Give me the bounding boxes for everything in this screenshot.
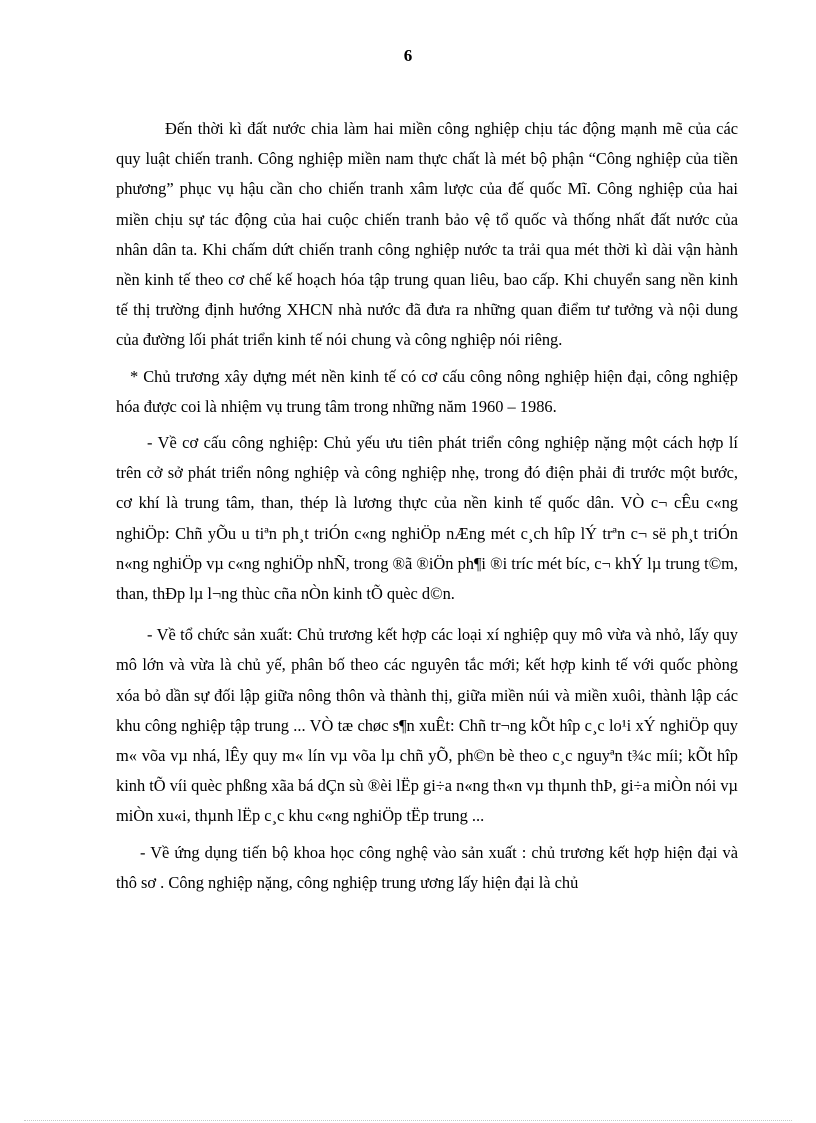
paragraph-technology-application: - Về ứng dụng tiến bộ khoa học công nghệ vào sản xuất : chủ trương kết hợp hiện đại và thô sơ . Công nghiệp nặng, công nghiệp trung ương lấy hiện đại là chủ	[116, 842, 738, 892]
page-bottom-border	[24, 1120, 792, 1121]
paragraph-industrial-structure: - Về cơ cấu công nghiệp: Chủ yếu ưu tiên phát triển công nghiệp nặng một cách hợp lí trên cở sở phát triển nông nghiệp và công nghiệp nhẹ, trong đó điện phải đi trước một bước, cơ khí là trung tâm, than, thép là lương thực của nền kinh tế quốc dân. VÒ c¬ cÊu c«ng nghiÖp: Chñ yÕu u tiªn ph¸t triÓn c«ng nghiÖp nÆng mét c¸ch hîp lÝ trªn c¬ së ph¸t triÓn n«ng nghiÖp vµ c«ng nghiÖp nhÑ, trong ®ã ®iÖn ph¶i ®i tríc mét bíc, c¬ khÝ lµ trung t©m, than, thÐp lµ l¬ng thùc cña nÒn kinh tÕ quèc d©n.	[116, 433, 738, 604]
page-number: 6	[403, 46, 413, 65]
paragraph-intro: Đến thời kì đất nước chia làm hai miền công nghiệp chịu tác động mạnh mẽ của các quy luật chiến tranh. Công nghiệp miền nam thực chất là mét bộ phận “Công nghiệp của tiền phương” phục vụ hậu cần cho chiến tranh xâm lược của đế quốc Mĩ. Công nghiệp của hai miền chịu sự tác động của hai cuộc chiến tranh bảo vệ tổ quốc và thống nhất đất nước của nhân dân ta. Khi chấm dứt chiến tranh công nghiệp nước ta trải qua mét thời kì dài vận hành nền kinh tế theo cơ chế kế hoạch hóa tập trung quan liêu, bao cấp. Khi chuyển sang nền kinh tế thị trường định hướng XHCN nhà nước đã đưa ra những quan điểm tư tưởng và nội dung của đường lối phát triển kinh tế nói chung và công nghiệp nói riêng.	[116, 119, 738, 350]
paragraph-production-organization: - Về tổ chức sản xuất: Chủ trương kết hợp các loại xí nghiệp quy mô vừa và nhỏ, lấy quy mô lớn và vừa là chủ yế, phân bố theo các nguyên tắc mới; kết hợp kinh tế với quốc phòng xóa bỏ dần sự đối lập giữa nông thôn và thành thị, giữa miền núi và miền xuôi, thành lập các khu công nghiệp tập trung ... VÒ tæ chøc s¶n xuÊt: Chñ tr¬ng kÕt hîp c¸c lo¹i xÝ nghiÖp quy m« võa vµ nhá, lÊy quy m« lín vµ võa lµ chñ yÕ, ph©n bè theo c¸c nguyªn t¾c míi; kÕt hîp kinh tÕ víi quèc phßng xãa bá dÇn sù ®èi lËp gi÷a n«ng th«n vµ thµnh thÞ, gi÷a miÒn nói vµ miÒn xu«i, thµnh lËp c¸c khu c«ng nghiÖp tËp trung ...	[116, 625, 738, 826]
document-body	[116, 114, 738, 898]
paragraph-policy: * Chủ trương xây dựng mét nền kinh tế có cơ cấu công nông nghiệp hiện đại, công nghiệp hóa được coi là nhiệm vụ trung tâm trong những năm 1960 – 1986.	[116, 366, 738, 416]
